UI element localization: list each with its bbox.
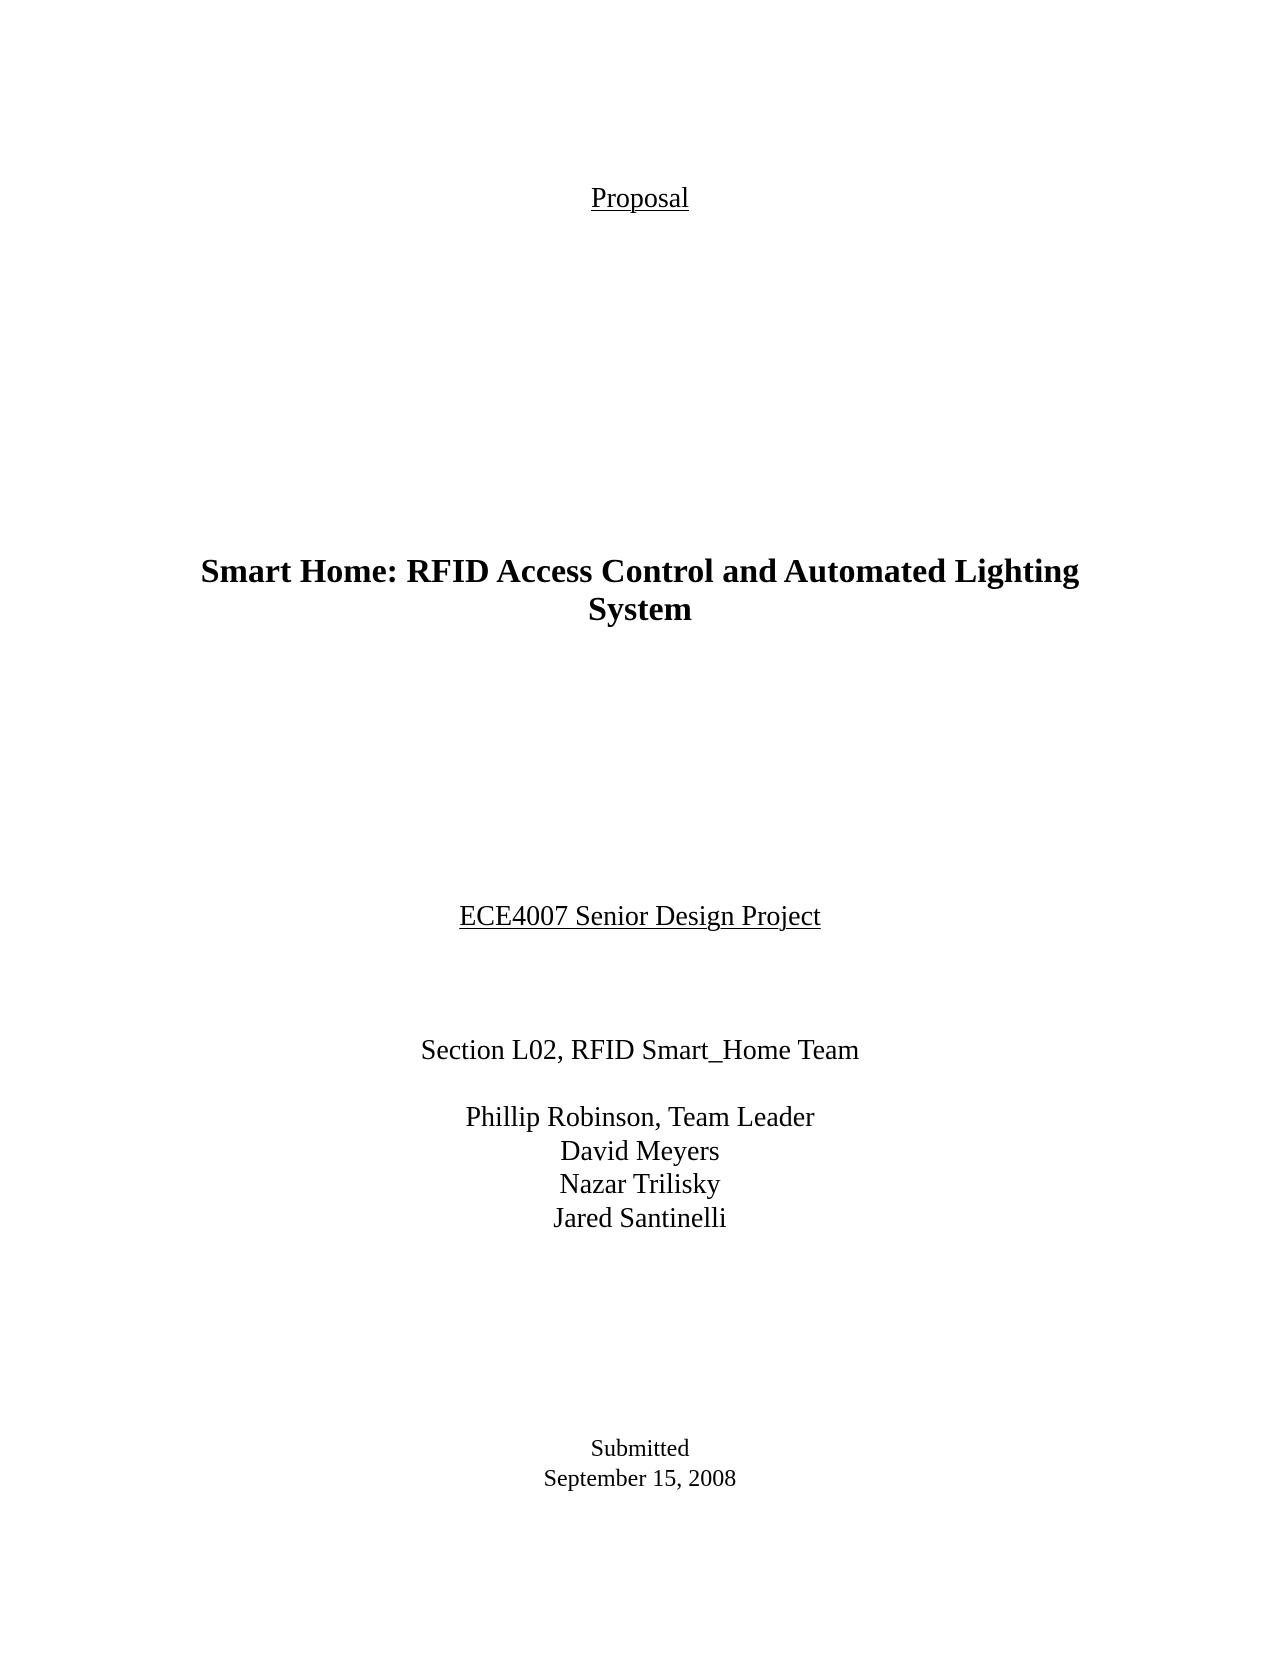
section-team: Section L02, RFID Smart_Home Team	[420, 1035, 860, 1066]
team-member: Phillip Robinson, Team Leader	[465, 1102, 815, 1133]
team-member: Jared Santinelli	[553, 1203, 727, 1234]
document-title-line-2: System	[588, 591, 692, 628]
submitted-date: September 15, 2008	[543, 1466, 737, 1492]
proposal-label: Proposal	[591, 183, 689, 214]
document-title-line-1: Smart Home: RFID Access Control and Automated Lighting	[200, 553, 1080, 590]
course-label: ECE4007 Senior Design Project	[459, 901, 821, 932]
submitted-label: Submitted	[590, 1436, 690, 1462]
team-member: David Meyers	[560, 1136, 720, 1167]
team-member: Nazar Trilisky	[559, 1169, 721, 1200]
